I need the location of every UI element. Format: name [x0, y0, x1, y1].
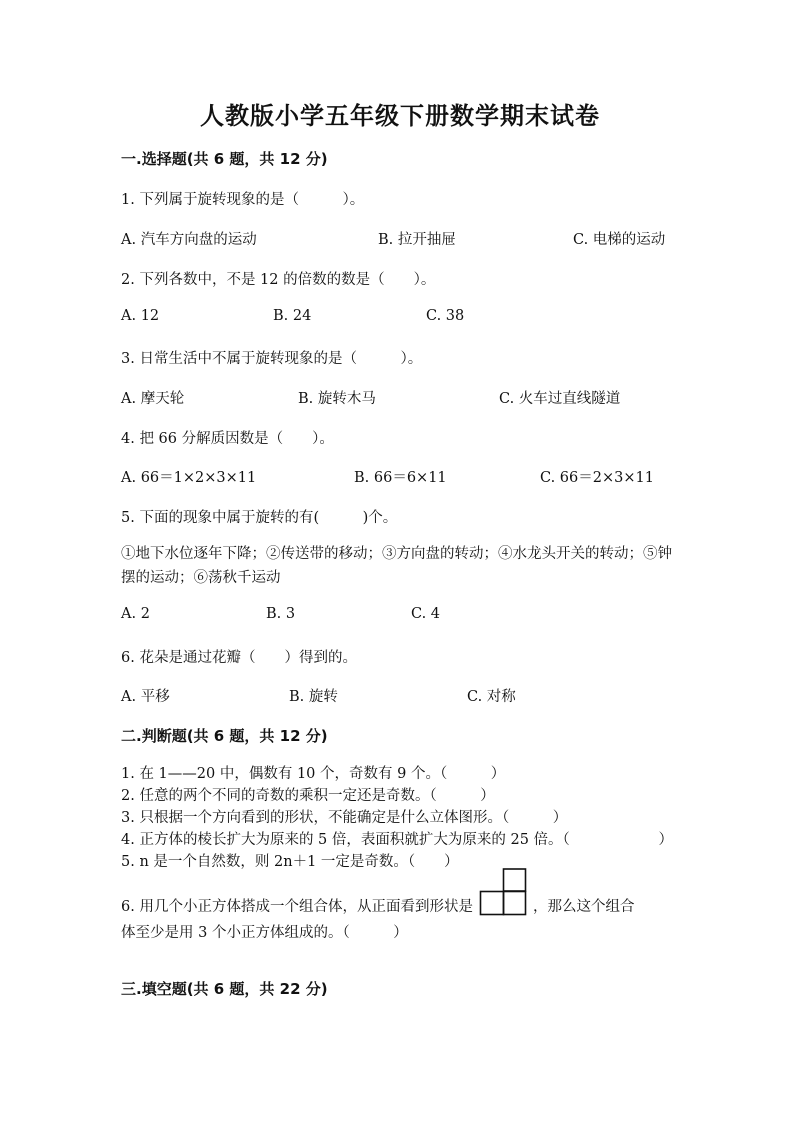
question-1-option-b: B. 拉开抽屉	[378, 232, 456, 248]
question-4-option-c: C. 66＝2×3×11	[540, 470, 654, 486]
question-6-option-c: C. 对称	[467, 689, 516, 705]
judge-item-2	[121, 785, 673, 807]
question-3-text: 3. 日常生活中不属于旋转现象的是（ ）。	[121, 351, 423, 367]
judge-item-text: 3. 只根据一个方向看到的形状，不能确定是什么立体图形。（ ）	[121, 810, 568, 826]
question-2-option-b: B. 24	[273, 308, 312, 324]
question-1-option-a: A. 汽车方向盘的运动	[121, 232, 257, 248]
section-heading-choice: 一.选择题(共 6 题，共 12 分)	[121, 150, 328, 168]
question-5-option-a: A. 2	[121, 606, 150, 622]
judge-list	[121, 763, 673, 873]
question-6-option-b: B. 旋转	[289, 689, 338, 705]
judge-item-4	[121, 829, 673, 851]
question-3-option-c: C. 火车过直线隧道	[499, 391, 621, 407]
judge-item-6-line-2: 体至少是用 3 个小正方体组成的。（ ）	[121, 925, 408, 941]
question-4-text: 4. 把 66 分解质因数是（ ）。	[121, 431, 334, 447]
judge-item-text: 4. 正方体的棱长扩大为原来的 5 倍，表面积就扩大为原来的 25 倍。（	[121, 832, 570, 848]
judge-item-text: 2. 任意的两个不同的奇数的乘积一定还是奇数。（ ）	[121, 788, 495, 804]
question-2-text: 2. 下列各数中，不是 12 的倍数的数是（ ）。	[121, 272, 436, 288]
question-6-option-a: A. 平移	[121, 689, 170, 705]
exam-title: 人教版小学五年级下册数学期末试卷	[200, 101, 600, 130]
question-5-option-b: B. 3	[266, 606, 296, 622]
question-3-option-a: A. 摩天轮	[121, 391, 185, 407]
section-heading-judge: 二.判断题(共 6 题，共 12 分)	[121, 727, 328, 745]
judge-item-6	[121, 868, 681, 916]
section-heading-fill: 三.填空题(共 6 题，共 22 分)	[121, 980, 328, 998]
question-1-option-c: C. 电梯的运动	[573, 232, 666, 248]
question-2-option-a: A. 12	[121, 308, 160, 324]
question-5-detail: ①地下水位逐年下降；②传送带的移动；③方向盘的转动；④水龙头开关的转动；⑤钟摆的运动；⑥荡秋千运动	[121, 546, 672, 586]
question-6-text: 6. 花朵是通过花瓣（ ）得到的。	[121, 650, 357, 666]
cube-front-view-figure	[479, 868, 527, 916]
judge-item-6-text-end: ，那么这个组合	[532, 899, 635, 915]
judge-item-3	[121, 807, 673, 829]
question-2-option-c: C. 38	[426, 308, 465, 324]
judge-item-6-text-start: 6. 用几个小正方体搭成一个组合体，从正面看到形状是	[121, 899, 473, 915]
question-4-option-b: B. 66＝6×11	[354, 470, 447, 486]
judge-item-tail: ）	[658, 832, 673, 848]
question-5-option-c: C. 4	[411, 606, 441, 622]
judge-item-6-line-1	[121, 868, 681, 916]
question-3-option-b: B. 旋转木马	[298, 391, 376, 407]
judge-item-1	[121, 763, 673, 785]
judge-item-text: 5. n 是一个自然数，则 2n＋1 一定是奇数。（ ）	[121, 854, 459, 870]
question-4-option-a: A. 66＝1×2×3×11	[121, 470, 257, 486]
question-5-text: 5. 下面的现象中属于旋转的有( )个。	[121, 510, 398, 526]
judge-item-text: 1. 在 1——20 中，偶数有 10 个，奇数有 9 个。（ ）	[121, 766, 506, 782]
question-1-text: 1. 下列属于旋转现象的是（ ）。	[121, 192, 365, 208]
